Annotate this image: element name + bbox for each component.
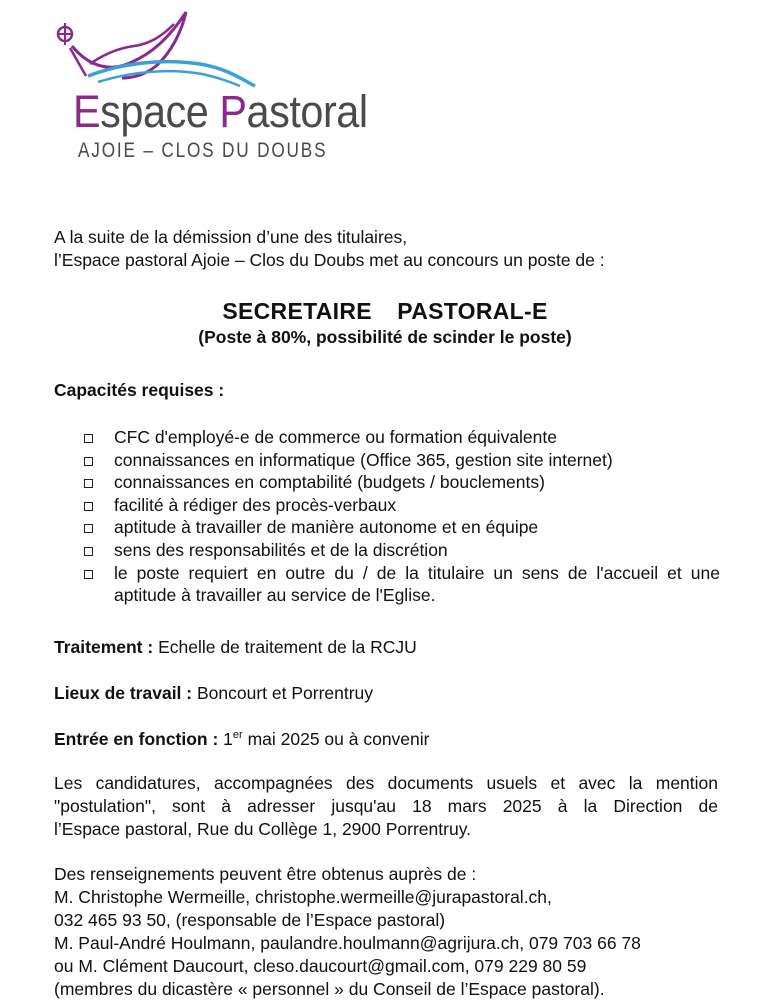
logo-name-initial-e: E xyxy=(73,86,101,137)
start-date-label: Entrée en fonction : xyxy=(54,729,219,749)
list-item xyxy=(84,426,720,449)
start-date-day: 1 xyxy=(218,729,233,749)
application-line-3: l’Espace pastoral, Rue du Collège 1, 2900 Porrentruy. xyxy=(54,819,472,839)
requirement-text: connaissances en informatique (Office 365, gestion site internet) xyxy=(114,449,613,470)
cross-icon xyxy=(57,23,73,45)
requirement-text: aptitude à travailler de manière autonome et en équipe xyxy=(114,517,539,538)
wave-2 xyxy=(98,71,240,86)
checkbox-bullet-icon xyxy=(84,479,93,488)
start-date-value: mai 2025 ou à convenir xyxy=(242,729,430,749)
application-line-1: Les candidatures, accompagnées des documents usuels et avec la mention xyxy=(54,773,718,793)
contact-line-2: 032 465 93 50, (responsable de l’Espace pastoral) xyxy=(54,910,446,930)
requirement-text: facilité à rédiger des procès-verbaux xyxy=(114,494,397,515)
intro-line-2: l’Espace pastoral Ajoie – Clos du Doubs met au concours un poste de : xyxy=(54,250,605,270)
list-item xyxy=(84,539,720,562)
checkbox-bullet-icon xyxy=(84,524,93,533)
salary-label: Traitement : xyxy=(54,637,154,657)
contacts-paragraph xyxy=(54,863,718,1001)
logo-name-astoral: astoral xyxy=(246,86,368,137)
job-title: SECRETAIRE PASTORAL-E xyxy=(222,298,548,324)
application-line-2: "postulation", sont à adresser jusqu'au 18 mars 2025 à la Direction de xyxy=(54,796,718,816)
contact-line-5: (membres du dicastère « personnel » du Conseil de l’Espace pastoral). xyxy=(54,979,605,999)
job-subtitle: (Poste à 80%, possibilité de scinder le poste) xyxy=(198,327,572,347)
requirement-text: connaissances en comptabilité (budgets / bouclements) xyxy=(114,472,545,493)
list-item xyxy=(84,562,720,607)
checkbox-bullet-icon xyxy=(84,502,93,511)
workplace-label: Lieux de travail : xyxy=(54,683,193,703)
start-date-ordinal: er xyxy=(232,729,243,741)
workplace-value: Boncourt et Porrentruy xyxy=(192,683,374,703)
requirements-heading: Capacités requises : xyxy=(54,380,225,400)
logo-name-initial-p: P xyxy=(219,86,247,137)
checkbox-bullet-icon xyxy=(84,434,93,443)
checkbox-bullet-icon xyxy=(84,547,93,556)
application-paragraph xyxy=(54,772,718,841)
contact-line-4: ou M. Clément Daucourt, cleso.daucourt@gmail.com, 079 229 80 59 xyxy=(54,956,587,976)
contact-line-1: M. Christophe Wermeille, christophe.wermeille@jurapastoral.ch, xyxy=(54,887,552,907)
requirement-text: le poste requiert en outre du / de la titulaire un sens de l'accueil et une aptitude à travailler au service de l'Eglise. xyxy=(114,562,720,606)
salary-value: Echelle de traitement de la RCJU xyxy=(153,637,417,657)
requirement-text: sens des responsabilités et de la discrétion xyxy=(114,539,448,560)
salary-row xyxy=(54,636,417,659)
intro-line-1: A la suite de la démission d’une des titulaires, xyxy=(54,227,408,247)
checkbox-bullet-icon xyxy=(84,457,93,466)
dove-wing xyxy=(72,12,186,78)
contacts-intro: Des renseignements peuvent être obtenus auprès de : xyxy=(54,864,477,884)
list-item xyxy=(84,449,720,472)
contact-line-3: M. Paul-André Houlmann, paulandre.houlmann@agrijura.ch, 079 703 66 78 xyxy=(54,933,641,953)
requirement-text: CFC d'employé-e de commerce ou formation équivalente xyxy=(114,427,557,447)
start-date-row xyxy=(54,728,430,751)
logo-name-space: space xyxy=(100,86,220,137)
list-item xyxy=(84,516,720,539)
logo-subtitle: AJOIE – CLOS DU DOUBS xyxy=(78,139,328,162)
list-item xyxy=(84,494,720,517)
requirements-list xyxy=(84,426,720,607)
checkbox-bullet-icon xyxy=(84,570,93,579)
list-item xyxy=(84,471,720,494)
workplace-row xyxy=(54,682,373,705)
intro-paragraph xyxy=(54,226,718,272)
logo-name xyxy=(73,86,368,138)
